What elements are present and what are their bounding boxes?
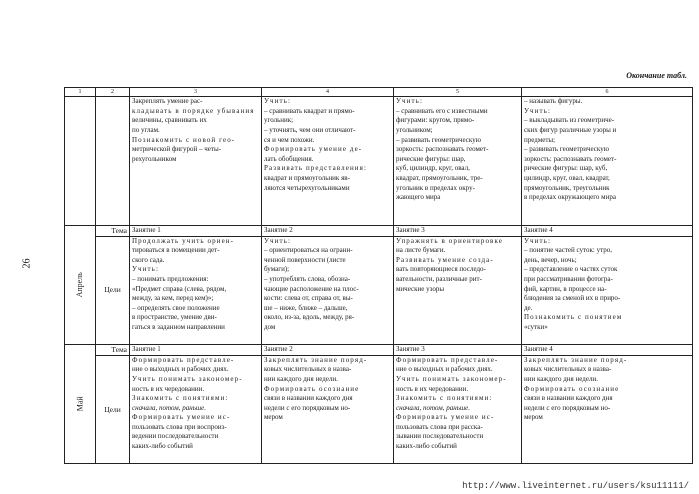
may-goals-col5 xyxy=(394,355,522,463)
text-line: зывании последовательности xyxy=(396,432,484,441)
column-number: 2 xyxy=(96,88,130,97)
text-line: Формировать умение ис- xyxy=(396,413,495,422)
text-line: недели с его порядковым но- xyxy=(264,403,351,412)
text-line: рические фигуры: шар, xyxy=(396,154,466,163)
lesson-title: Занятие 1 xyxy=(130,344,262,355)
may-goals-row xyxy=(65,355,693,463)
text-line: Закреплять знание поряд- xyxy=(524,355,628,364)
text-line: Познакомить с понятием xyxy=(524,313,623,322)
text-line: угольник в пределах окру- xyxy=(396,183,475,192)
text-line: мические узоры xyxy=(396,284,445,293)
intro-cell-col5 xyxy=(394,97,522,226)
text-line: де. xyxy=(524,303,533,312)
text-line: фий, картин, в процессе на- xyxy=(524,284,607,293)
text-line: жающего мира xyxy=(396,193,441,202)
text-line: Формировать представле- xyxy=(132,355,235,364)
text-line: угольник; xyxy=(264,116,294,125)
tema-label: Тема xyxy=(96,225,130,236)
april-tema-row xyxy=(65,225,693,236)
text-line: ность в их чередовании. xyxy=(396,384,469,393)
text-line: Учить: xyxy=(264,97,292,106)
text-line: предметы; xyxy=(524,135,556,144)
tema-label: Тема xyxy=(96,344,130,355)
text-line: Закреплять знание поряд- xyxy=(264,355,368,364)
lesson-title: Занятие 2 xyxy=(262,344,394,355)
text-line: кладывать в порядке убывания xyxy=(132,106,255,115)
column-number: 6 xyxy=(522,88,693,97)
text-line: между, за кем, перед кем)»; xyxy=(132,294,214,303)
lesson-title: Занятие 4 xyxy=(522,344,693,355)
column-number: 4 xyxy=(262,88,394,97)
text-line: мером xyxy=(264,413,283,422)
text-line: ского сада. xyxy=(132,255,165,264)
text-line: ность в их чередовании. xyxy=(132,384,205,393)
april-goals-col6 xyxy=(522,236,693,344)
text-line: угольником; xyxy=(396,125,433,134)
text-line: фигурами: кругом, прямо- xyxy=(396,116,475,125)
may-goals-col6 xyxy=(522,355,693,463)
text-line: день, вечер, ночь; xyxy=(524,255,577,264)
continuation-row xyxy=(65,97,693,226)
text-line: рехугольником xyxy=(132,154,177,163)
text-line: недели с его порядковым но- xyxy=(524,403,611,412)
text-line: – ориентироваться на ограни- xyxy=(264,246,353,255)
text-line: «Предмет справа (слева, рядом, xyxy=(132,284,227,293)
text-line: чающие расположение на плос- xyxy=(264,284,359,293)
text-line: – сравнивать квадрат и прямо- xyxy=(264,106,355,115)
intro-cell-col6 xyxy=(522,97,693,226)
may-goals-col3 xyxy=(130,355,262,463)
text-line: цилиндр, круг, овал, квадрат, xyxy=(524,173,610,182)
plan-table xyxy=(64,87,693,464)
april-goals-col4 xyxy=(262,236,394,344)
text-line: по углам. xyxy=(132,125,160,134)
text-line: лать обобщения. xyxy=(264,154,314,163)
text-line: каких-либо событий xyxy=(132,442,193,451)
text-line: Учить понимать закономер- xyxy=(396,374,507,383)
text-line: в пространстве, умение дви- xyxy=(132,313,217,322)
text-line: ляются четырехугольниками xyxy=(264,183,350,192)
page-number: 26 xyxy=(21,258,33,269)
april-goals-col5 xyxy=(394,236,522,344)
text-line: – развивать геометрическую xyxy=(524,145,609,154)
text-line: – выкладывать из геометриче- xyxy=(524,116,615,125)
text-line: ских фигур различные узоры и xyxy=(524,125,617,134)
month-may: Май xyxy=(65,344,96,463)
lesson-title: Занятие 1 xyxy=(130,225,262,236)
celi-label: Цели xyxy=(96,355,130,463)
text-line: Формировать осознание xyxy=(264,384,360,393)
text-line: Учить: xyxy=(524,236,552,245)
text-line: нии каждого дня недели. xyxy=(524,374,598,383)
lesson-title: Занятие 3 xyxy=(394,344,522,355)
source-url: http://www.liveinternet.ru/users/ksu11111/ xyxy=(462,481,689,491)
text-line: ковых числительных в назва- xyxy=(524,365,612,374)
column-number: 1 xyxy=(65,88,96,97)
april-goals-col3 xyxy=(130,236,262,344)
text-line: – употреблять слова, обозна- xyxy=(264,275,351,284)
text-line: – понимать предложения: xyxy=(132,275,209,284)
text-line: Формировать осознание xyxy=(524,384,620,393)
text-line: рические фигуры: шар, куб, xyxy=(524,164,608,173)
text-line: сначала, потом, раньше. xyxy=(396,403,471,412)
text-line: на листе бумаги. xyxy=(396,246,446,255)
lesson-title: Занятие 2 xyxy=(262,225,394,236)
text-line: Формировать умение де- xyxy=(264,145,363,154)
text-line: метрической фигурой – четы- xyxy=(132,145,221,154)
text-line: Учить понимать закономер- xyxy=(132,374,243,383)
text-line: гаться в заданном направлении xyxy=(132,323,225,332)
text-line: ние о выходных и рабочих днях. xyxy=(132,365,229,374)
column-number: 3 xyxy=(130,88,262,97)
text-line: вательности, различные рит- xyxy=(396,275,482,284)
empty-cell xyxy=(65,97,96,226)
text-line: Продолжать учить ориен- xyxy=(132,236,235,245)
may-goals-col4 xyxy=(262,355,394,463)
text-line: – понятие частей суток: утро, xyxy=(524,246,612,255)
text-line: – сравнивать его с известными xyxy=(396,106,488,115)
text-line: вать повторяющиеся последо- xyxy=(396,265,486,274)
intro-cell-col3 xyxy=(130,97,262,226)
text-line: Формировать представле- xyxy=(396,355,499,364)
text-line: ние о выходных и рабочих днях. xyxy=(396,365,493,374)
text-line: Учить: xyxy=(264,236,292,245)
text-line: ченной поверхности (листе xyxy=(264,255,346,264)
text-line: Учить: xyxy=(524,106,552,115)
month-april: Апрель xyxy=(65,225,96,344)
text-line: нии каждого дня недели. xyxy=(264,374,338,383)
text-line: в пределах окружающего мира xyxy=(524,193,616,202)
may-tema-row xyxy=(65,344,693,355)
text-line: квадрат и прямоугольник яв- xyxy=(264,173,350,182)
lesson-title: Занятие 3 xyxy=(394,225,522,236)
column-number: 5 xyxy=(394,88,522,97)
text-line: «сутки» xyxy=(524,323,548,332)
text-line: пользовать слова при воспроиз- xyxy=(132,422,227,431)
text-line: Познакомить с новой гео- xyxy=(132,135,236,144)
text-line: Формировать умение ис- xyxy=(132,413,231,422)
text-line: блюдения за сменой их в приро- xyxy=(524,294,621,303)
intro-cell-col4 xyxy=(262,97,394,226)
text-line: сначала, потом, раньше. xyxy=(132,403,207,412)
text-line: пользовать слова при расска- xyxy=(396,422,483,431)
text-line: Знакомить с понятиями: xyxy=(396,394,493,403)
text-line: зоркость: распознавать геомет- xyxy=(396,145,489,154)
celi-label: Цели xyxy=(96,236,130,344)
text-line: ведении последовательности xyxy=(132,432,219,441)
text-line: Учить: xyxy=(396,97,424,106)
lesson-title: Занятие 4 xyxy=(522,225,693,236)
text-line: дом xyxy=(264,323,276,332)
text-line: Учить: xyxy=(132,265,160,274)
text-line: кости: слева от, справа от, вы- xyxy=(264,294,353,303)
text-line: квадрат, прямоугольник, тре- xyxy=(396,173,483,182)
text-line: бумаги); xyxy=(264,265,290,274)
text-line: около, из-за, вдоль, между, ря- xyxy=(264,313,355,322)
text-line: связи в названии каждого дня xyxy=(524,394,613,403)
text-line: связи в названии каждого дня xyxy=(264,394,353,403)
april-goals-row xyxy=(65,236,693,344)
text-line: – называть фигуры. xyxy=(524,97,583,106)
text-line: ся и чем похожи. xyxy=(264,135,315,144)
table-caption: Окончание табл. xyxy=(626,71,687,80)
text-line: – развивать геометрическую xyxy=(396,135,481,144)
text-line: – определять свое положение xyxy=(132,303,220,312)
text-line: каких-либо событий xyxy=(396,442,457,451)
text-line: – представление о частях суток xyxy=(524,265,618,274)
text-line: ковых числительных в назва- xyxy=(264,365,352,374)
text-line: Развивать умение созда- xyxy=(396,255,494,264)
text-line: – уточнять, чем они отличают- xyxy=(264,125,356,134)
text-line: мером xyxy=(524,413,543,422)
text-line: куб, цилиндр, круг, овал, xyxy=(396,164,470,173)
text-line: Закреплять умение рас- xyxy=(132,97,203,106)
text-line: зоркость: распознавать геомет- xyxy=(524,154,617,163)
text-line: ше – ниже, ближе – дальше, xyxy=(264,303,348,312)
text-line: Развивать представления: xyxy=(264,164,368,173)
text-line: прямоугольник, треугольник xyxy=(524,183,610,192)
text-line: Упражнять в ориентировке xyxy=(396,236,503,245)
empty-cell xyxy=(96,97,130,226)
text-line: при рассматривании фотогра- xyxy=(524,275,613,284)
text-line: тироваться в помещении дет- xyxy=(132,246,220,255)
text-line: величины, сравнивать их xyxy=(132,116,207,125)
column-number-row xyxy=(65,88,693,97)
text-line: Знакомить с понятиями: xyxy=(132,394,229,403)
